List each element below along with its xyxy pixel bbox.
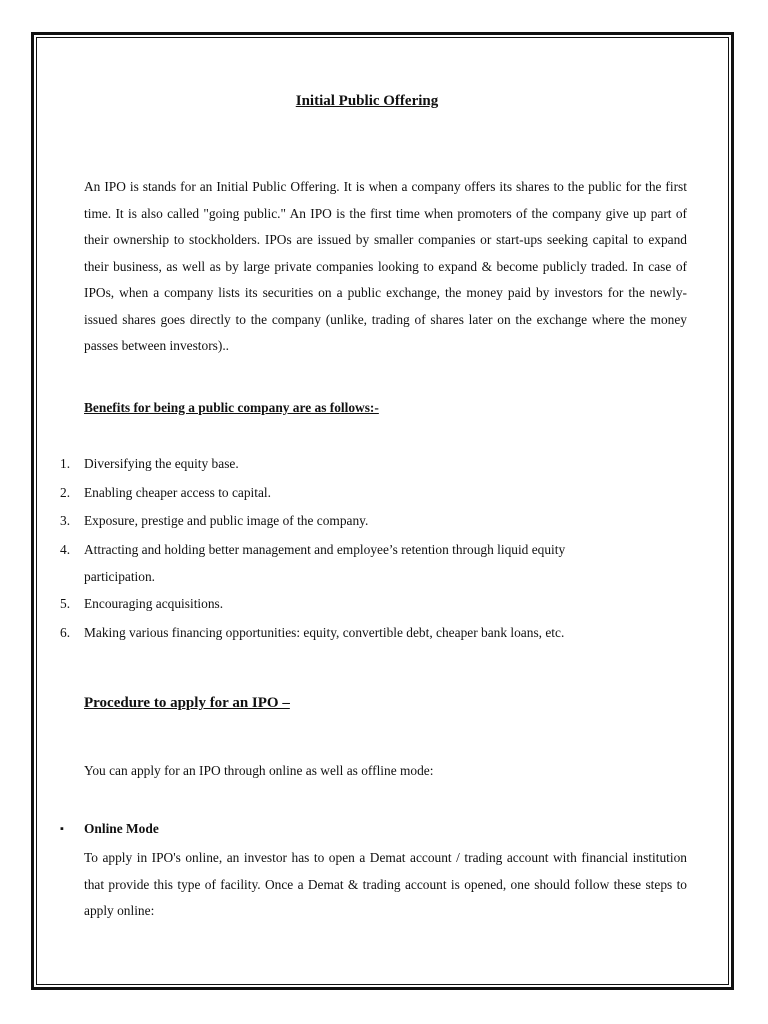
list-item-text: Enabling cheaper access to capital. <box>84 484 272 500</box>
list-item <box>0 507 700 536</box>
list-item-number: 4. <box>60 541 71 557</box>
list-item-number: 5. <box>60 596 71 611</box>
list-item <box>0 479 700 508</box>
online-mode-heading: Online Mode <box>84 821 159 836</box>
list-item-number: 6. <box>60 624 71 640</box>
procedure-heading <box>84 690 290 717</box>
list-item-text: Encouraging acquisitions. <box>84 596 224 611</box>
list-item-text: Attracting and holding better management and employee’s retention through liquid equity <box>84 541 566 557</box>
list-item-text: Diversifying the equity base. <box>84 456 239 471</box>
list-item-continuation: participation. <box>84 569 156 584</box>
list-item <box>0 619 700 648</box>
square-bullet-icon: ▪ <box>60 823 64 835</box>
list-item <box>0 536 700 591</box>
list-item <box>0 450 700 479</box>
benefits-list <box>0 450 700 647</box>
document-title: Initial Public Offering <box>295 93 439 109</box>
benefits-heading: Benefits for being a public company are as follows:- <box>84 400 379 415</box>
list-item-number: 3. <box>60 513 71 528</box>
list-item <box>0 590 700 619</box>
list-item-number: 2. <box>60 484 71 500</box>
procedure-heading-text: Procedure to apply for an IPO – <box>84 695 290 711</box>
intro-paragraph: An IPO is stands for an Initial Public Offering. It is when a company offers its shares to the public for the first time. It is also called "going public." An IPO is the first time when promoters of the company give up part of their ownership to stockholders. IPOs are issued by smaller companies or start-ups seeking capital to expand their business, as well as by large private companies looking to expand & become publicly traded. In case of IPOs, when a company lists its securities on a public exchange, the money paid by investors for the newly-issued shares goes directly to the company (unlike, trading of shares later on the exchange where the money passes between investors).. <box>84 179 687 353</box>
list-item-number: 1. <box>60 456 71 471</box>
list-item-text: Making various financing opportunities: equity, convertible debt, cheaper bank loans, etc. <box>84 624 565 640</box>
list-item-text: Exposure, prestige and public image of the company. <box>84 513 369 528</box>
apply-intro-text: You can apply for an IPO through online as well as offline mode: <box>84 763 434 778</box>
online-mode-paragraph: To apply in IPO's online, an investor has to open a Demat account / trading account with financial institution that provide this type of facility. Once a Demat & trading account is opened, one should follow these steps to apply online: <box>84 850 687 918</box>
